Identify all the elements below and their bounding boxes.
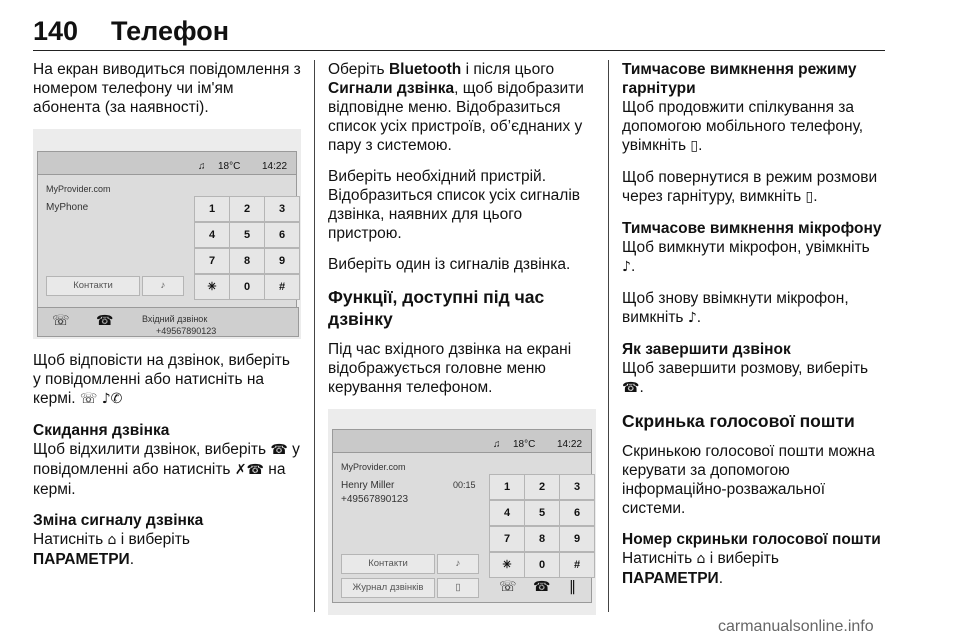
mute-mic-button[interactable]: ♪ [437, 554, 479, 574]
paragraph: Виберіть необхідний пристрій. Відобразиться список усіх сигналів дзвінка, наявних для цього пристрою. [328, 168, 581, 242]
caller-name: Henry Miller [341, 480, 395, 491]
hangup-icon[interactable]: ☎ [533, 579, 551, 595]
menu-label: Сигнали дзвінка [328, 80, 455, 97]
page-number: 140 [33, 16, 79, 46]
paragraph: Як завершити дзвінок Щоб завершити розмову, виберіть ☎. [622, 340, 884, 398]
watermark: carmanualsonline.info [718, 618, 874, 635]
hold-icon[interactable]: ‖ [569, 579, 576, 595]
text: Натисніть [622, 550, 693, 567]
text: Щоб завершити розмову, виберіть [622, 360, 869, 377]
clock: 14:22 [557, 439, 583, 450]
paragraph [33, 421, 301, 499]
incoming-call-label: Вхідний дзвінок [142, 314, 208, 324]
caller-number: +49567890123 [341, 494, 409, 505]
key-6[interactable]: 6 [559, 500, 595, 526]
music-icon: ♫ [198, 161, 206, 172]
steering-call-icon: ♪✆ [101, 391, 123, 407]
hangup-icon: ☎ [622, 380, 640, 396]
provider-label: MyProvider.com [46, 184, 111, 194]
headset-icon: ▯ [690, 138, 699, 154]
paragraph: Під час вхідного дзвінка на екрані відображується головне меню керування телефоном. [328, 341, 572, 396]
key-1[interactable]: 1 [489, 474, 525, 500]
key-8[interactable]: 8 [229, 248, 265, 274]
text: Щоб повернутися в режим розмови через гарнітуру, вимкніть [622, 169, 878, 205]
key-4[interactable]: 4 [489, 500, 525, 526]
menu-label: ПАРАМЕТРИ [33, 551, 130, 568]
paragraph: Тимчасове вимкнення режиму гарнітури Щоб продовжити спілкування за допомогою мобільного телефону, увімкніть ▯. [622, 60, 884, 156]
section-heading: Скидання дзвінка [33, 422, 170, 439]
text: Щоб знову ввімкнути мікрофон, вимкніть [622, 290, 849, 326]
mic-icon: ♪ [687, 310, 697, 326]
key-star[interactable]: ✳ [489, 552, 525, 578]
key-5[interactable]: 5 [524, 500, 560, 526]
text: Натисніть [33, 531, 104, 548]
key-2[interactable]: 2 [524, 474, 560, 500]
paragraph: Скринькою голосової пошти можна керувати за допомогою інформаційно-розважальної системи. [622, 443, 875, 517]
text: Щоб вимкнути мікрофон, увімкніть [622, 239, 870, 256]
text: Щоб продовжити спілкування за допомогою мобільного телефону, увімкніть [622, 99, 864, 154]
contacts-button[interactable]: Контакти [46, 276, 140, 296]
key-8[interactable]: 8 [524, 526, 560, 552]
text: Оберіть [328, 61, 389, 78]
provider-label: MyProvider.com [341, 462, 406, 472]
phone-icon[interactable]: ☏ [499, 579, 517, 595]
column-divider-1 [314, 60, 315, 612]
status-bar [333, 430, 591, 453]
mute-mic-button[interactable]: ♪ [142, 276, 184, 296]
paragraph: На екран виводиться повідомлення з номером телефону чи ім'ям абонента (за наявності). [33, 61, 301, 116]
text: і виберіть [709, 550, 779, 567]
key-hash[interactable]: # [559, 552, 595, 578]
key-2[interactable]: 2 [229, 196, 265, 222]
text: у повідомленні або натисніть [33, 441, 300, 478]
key-3[interactable]: 3 [559, 474, 595, 500]
key-9[interactable]: 9 [559, 526, 595, 552]
decline-icon[interactable]: ☎ [96, 313, 114, 329]
key-4[interactable]: 4 [194, 222, 230, 248]
paragraph [328, 60, 596, 155]
key-6[interactable]: 6 [264, 222, 300, 248]
column-divider-2 [608, 60, 609, 612]
steering-hangup-icon: ✗☎ [234, 462, 264, 478]
page-header [33, 10, 885, 50]
paragraph: Виберіть один із сигналів дзвінка. [328, 256, 571, 273]
music-icon: ♫ [493, 439, 501, 450]
section-heading: Номер скриньки голосової пошти [622, 531, 881, 548]
key-5[interactable]: 5 [229, 222, 265, 248]
status-bar [38, 152, 296, 175]
column-1 [33, 60, 301, 581]
key-0[interactable]: 0 [524, 552, 560, 578]
text: на кермі. [33, 461, 286, 498]
answer-instructions: Щоб відповісти на дзвінок, виберіть у повідомленні або натисніть на кермі. [33, 352, 290, 407]
section-heading: Скринька голосової пошти [622, 411, 855, 431]
headset-icon: ▯ [805, 189, 814, 205]
section-heading: Тимчасове вимкнення мікрофону [622, 220, 882, 237]
in-call-screenshot [328, 409, 596, 615]
temperature: 18°C [218, 161, 241, 172]
text: і виберіть [120, 531, 190, 548]
hangup-icon: ☎ [270, 442, 288, 458]
key-hash[interactable]: # [264, 274, 300, 300]
section-heading: Як завершити дзвінок [622, 341, 791, 358]
column-3 [622, 60, 884, 600]
menu-label: ПАРАМЕТРИ [622, 570, 719, 587]
mic-icon: ♪ [622, 259, 631, 275]
phone-name: MyPhone [46, 202, 89, 213]
paragraph: Тимчасове вимкнення мікрофону Щоб вимкнути мікрофон, увімкніть ♪. [622, 219, 884, 277]
paragraph: Щоб знову ввімкнути мікрофон, вимкніть ♪. [622, 290, 849, 326]
text: і після цього [461, 61, 555, 78]
clock: 14:22 [262, 161, 288, 172]
paragraph: Зміна сигналу дзвінка Натисніть ⌂ і виберіть ПАРАМЕТРИ. [33, 511, 301, 569]
text: , щоб відобразити відповідне меню. Відобразиться список усіх пристроїв, об’єднаних у пару з системою. [328, 80, 584, 154]
key-7[interactable]: 7 [194, 248, 230, 274]
display-screen [332, 429, 592, 603]
page-title: Телефон [111, 16, 230, 46]
headset-button[interactable]: ▯ [437, 578, 479, 598]
section-heading: Функції, доступні під час дзвінку [328, 287, 545, 329]
temperature: 18°C [513, 439, 536, 450]
paragraph: Щоб повернутися в режим розмови через гарнітуру, вимкніть ▯. [622, 169, 878, 205]
home-icon: ⌂ [107, 532, 117, 548]
header-rule [33, 50, 885, 51]
incoming-call-number: +49567890123 [156, 326, 217, 336]
key-3[interactable]: 3 [264, 196, 300, 222]
key-1[interactable]: 1 [194, 196, 230, 222]
incoming-call-screenshot [33, 129, 301, 339]
menu-label: Bluetooth [388, 61, 462, 78]
paragraph: Номер скриньки голосової пошти Натисніть ⌂ і виберіть ПАРАМЕТРИ. [622, 530, 884, 588]
home-icon: ⌂ [696, 551, 706, 567]
section-heading: Зміна сигналу дзвінка [33, 512, 204, 529]
text: Щоб відхилити дзвінок, виберіть [33, 441, 267, 458]
key-7[interactable]: 7 [489, 526, 525, 552]
answer-icon[interactable]: ☏ [52, 313, 70, 329]
column-2 [328, 60, 596, 627]
call-log-button[interactable]: Журнал дзвінків [341, 578, 435, 598]
section-heading: Тимчасове вимкнення режиму гарнітури [622, 61, 857, 97]
key-0[interactable]: 0 [229, 274, 265, 300]
display-screen [37, 151, 297, 309]
key-9[interactable]: 9 [264, 248, 300, 274]
contacts-button[interactable]: Контакти [341, 554, 435, 574]
paragraph [33, 351, 301, 409]
key-star[interactable]: ✳ [194, 274, 230, 300]
answer-icon: ☏ [79, 391, 98, 407]
incoming-call-bar [37, 307, 299, 337]
call-duration: 00:15 [453, 480, 476, 490]
